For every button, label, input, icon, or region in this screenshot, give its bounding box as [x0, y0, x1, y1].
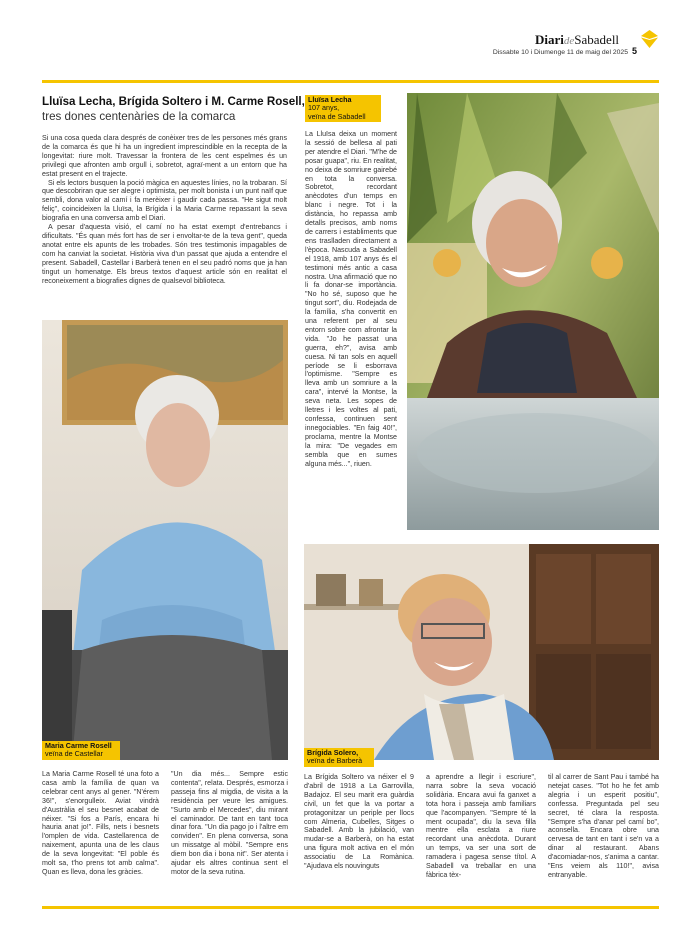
carme-text-col1 — [42, 770, 159, 877]
caption-place: veïna de Barberà — [307, 756, 363, 766]
caption-place: veïna de Sabadell — [308, 111, 366, 121]
intro-paragraph: Si una cosa queda clara després de conèixer tres de les persones més grans de la comarca és que hi ha un ingredient imprescindible en la recepta de la longevitat: riure molt. Travessar la frontera de les cent espelmes és un privilegi que afronten amb orgull i, sobretot, agraï-ment a un entorn que ha estat present en el trajecte. — [42, 134, 287, 178]
bottom-rule — [42, 906, 659, 909]
caption-name: Brígida Solero, — [307, 748, 359, 757]
masthead-name-rest: Sabadell — [574, 32, 620, 47]
brigida-paragraph: til al carrer de Sant Pau i també ha netejat cases. "Tot ho he fet amb alegria i un esperit positiu", confessa. Preguntada pel seu secret, té clara la resposta. "Sempre s'ha d'anar pel camí bo", aconsella. Encara obre una cervesa de tant en tant i se'n va a dinar al restaurant. Abans d'acomiadar-nos, s'anima a cantar. "Ens veiem als 110!", avisa entranyable. — [548, 773, 659, 879]
intro-paragraph: Si els lectors busquen la poció màgica en aquestes línies, no la trobaran. Sí que descobriran que ser alegre i optimista, per molt bonista i un punt naïf que sembli, dona valor al camí i fa merèixer i gaudir cada passa. "He sigut molt feliç", coincideixen la Lluïsa, la Brígida i la Maria Carme repassant la seva biografia en una conversa amb el Diari. — [42, 178, 287, 223]
brigida-text-col3 — [548, 773, 659, 880]
lluisa-paragraph: La Lluïsa deixa un moment la sessió de bellesa al pati per atendre el Diari. "M'he de posar guapa", riu. En realitat, no deixa de somriure gairebé en tota la conversa. Sobretot, recordant anècdotes d'un temps en blanc i negre. Tot i la distància, ho repassa amb detalls precisos, amb noms de carrers i establiments que ens traslladen directament a l'època. Nascuda a Sabadell el 1918, amb 107 anys és el testimoni més antic a casa nostra. Una afirmació que no li fa donar-se importància. "No ho sé, suposo que he tingut sort", diu. Rodejada de la família, s'ha convertit en una referent per al seu entorn sobre com afrontar la vida. "Jo he passat una guerra, eh?", avisa amb cuesa. Ni tan sols en aquell període se li esborrava l'optimisme. "Sempre es lleva amb un somriure a la cara", intervé la Montse, la seva neta. Les sopes de lletres i les voltes al pati, confessa, continuen sent innegociables. "En faig 40!", proclama, mentre la Montse la mira: "De vegades em sembla que en sumes alguna més...", riuen. — [305, 130, 397, 468]
headline-title: Lluïsa Lecha, Brígida Soltero i M. Carme Rosell, — [42, 95, 305, 108]
brigida-paragraph: a aprendre a llegir i escriure", narra sobre la seva vocació solidària. Encara avui fa ganxet a tota hora i passeja amb familiars que l'acompanyen. "Sempre té la ment ocupada", diu la seva filla mentre ella esclata a riure recordant una anècdota. Durant un temps, va ser una sort de ramadera i pagesa sense títol. A Sabadell va treballar en una fàbrica tèx- — [426, 773, 536, 879]
top-rule — [42, 80, 659, 83]
lluisa-photo — [407, 93, 659, 530]
carme-caption — [42, 741, 120, 760]
caption-place: veïna de Castellar — [45, 749, 103, 759]
caption-name: Maria Carme Rosell — [45, 741, 112, 750]
masthead-name-bold: Diari — [535, 32, 564, 47]
carme-text-col2 — [171, 770, 288, 877]
page-number: 5 — [632, 46, 638, 56]
caption-age: 107 anys, — [308, 103, 340, 113]
masthead-title — [535, 32, 619, 48]
caption-name: Lluïsa Lecha — [308, 95, 352, 104]
brigida-text-col2 — [426, 773, 536, 880]
brigida-photo — [304, 544, 659, 760]
brigida-text-col1 — [304, 773, 414, 871]
headline-subtitle: tres dones centenàries de la comarca — [42, 110, 236, 123]
brigida-caption — [304, 748, 374, 767]
intro-text — [42, 134, 287, 285]
masthead-name-de: de — [563, 35, 575, 47]
carme-paragraph: La Maria Carme Rosell té una foto a casa amb la família de quan va celebrar cent anys al gener. "N'érem 36!", s'enorgulleix. Aviat vindrà d'Austràlia el seu besnet acabat de néixer. "Si fos a París, encara hi hauria anat jo!". Fills, nets i besnets l'omplen de vida. Castellarenca de naixement, apunta una de les claus de la seva longevitat: "El poble és molt sa, t'ho prens tot amb calma". Quan es lleva, dona les gràcies. — [42, 770, 159, 876]
intro-paragraph: A pesar d'aquesta visió, el camí no ha estat exempt d'entrebancs i dificultats. "És quan més fort has de ser i envoltar-te de la teva gent", queda anotat entre els apunts de les trobades. Són tres testimonis impagables de com ha canviat la societat. Història viva d'un passat que ajuda a entendre el present. Sabadell, Castellar i Barberà tenen en el seu padró noms que ja han tingut un homenatge. Els breus textos d'aquest article són en realitat el reconeixement a biografies dignes de qualsevol biblioteca. — [42, 223, 287, 285]
lluisa-text — [305, 130, 397, 468]
carme-paragraph: "Un dia més... Sempre estic contenta", relata. Després, esmorza i passeja fins al migdia, de visita a la residència per veure les amigues. "Surto amb el Mercedes", diu mirant el caminador. De tant en tant toca dinar fora. "Un dia pago jo i l'altre em conviden". En plena conversa, sona un missatge al mòbil. "Sempre ens diem bon dia i bona nit". Ser atenta i ajudar els altres continua sent el motor de la seva rutina. — [171, 770, 288, 876]
date-line: Dissabte 10 i Diumenge 11 de maig del 2025 — [492, 49, 628, 56]
lluisa-caption — [305, 95, 381, 122]
carme-photo — [42, 320, 288, 760]
brigida-paragraph: La Brígida Soltero va néixer el 9 d'abril de 1918 a La Garrovilla, Badajoz. El seu marit era guàrdia civil, un fet que la va portar a protagonitzar un periple per llocs com Almeria, Cubelles, Sitges o Sabadell. Amb la jubilació, van mudar-se a Barberà, on ha estat una figura molt activa en el món associatiu de La Romànica. "Ajudava els nouvinguts — [304, 773, 414, 871]
masthead-logo-icon — [641, 30, 658, 48]
